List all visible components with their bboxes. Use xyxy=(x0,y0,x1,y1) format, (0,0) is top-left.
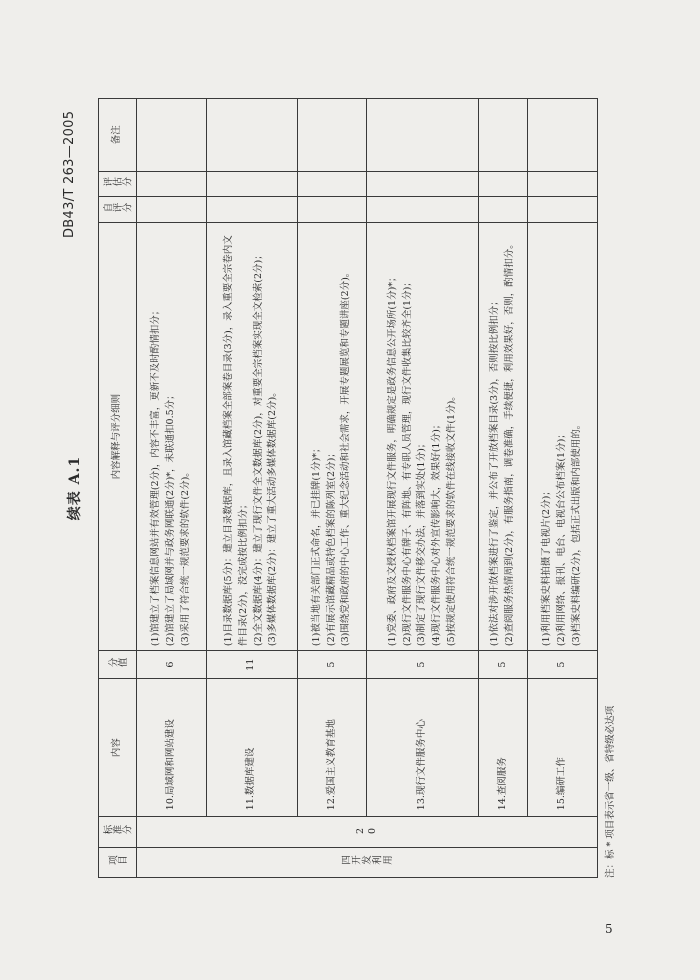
detail-line: (3)档案史料编研(2分)，包括正式出版和内部使用的。 xyxy=(570,419,582,647)
table-header-row xyxy=(99,99,137,878)
standard-score-cell xyxy=(137,817,598,847)
self-score-cell xyxy=(528,197,598,223)
table-row xyxy=(206,99,297,878)
item-score: 5 xyxy=(367,651,479,679)
detail-line: (1)依法对涉开放档案进行了鉴定，并公布了开放档案目录(3分)，否则按比例扣分； xyxy=(489,296,501,647)
detail-line: (3)多媒体数据库(2分)：建立了重大活动多媒体数据库(2分)。 xyxy=(267,387,279,647)
table-row xyxy=(528,99,598,878)
detail-line: (2)查阅服务热情周到(2分)，有服务指南，调卷准确，手续便捷，利用效果好，否则，酌情扣分。 xyxy=(504,239,516,647)
standard-score: 20 xyxy=(355,825,379,837)
header-standard-score: 标准分 xyxy=(99,817,137,847)
detail-line: (2)有展示馆藏精品或特色档案的陈列室(2分)； xyxy=(325,448,337,647)
header-score-value: 分值 xyxy=(99,651,137,679)
detail-line: (2)利用网络、报刊、电台、电视台公布档案(1分)； xyxy=(556,429,568,647)
self-score-cell xyxy=(367,197,479,223)
project-number: 四 xyxy=(340,855,352,867)
evaluation-table xyxy=(98,98,598,878)
rotated-table-area xyxy=(62,98,616,878)
item-content: 13.现行文件服务中心 xyxy=(367,679,479,817)
header-remark: 备注 xyxy=(99,99,137,172)
project-name: 开发利用 xyxy=(351,855,394,867)
header-detail: 内容解释与评分细则 xyxy=(99,223,137,651)
header-self-score: 自评分 xyxy=(99,197,137,223)
table-row xyxy=(137,99,207,878)
eval-score-cell xyxy=(479,171,528,197)
remark-cell xyxy=(137,99,207,172)
remark-cell xyxy=(206,99,297,172)
eval-score-cell xyxy=(528,171,598,197)
detail-line: (1)目录数据库(5分)：建立目录数据库，且录入馆藏档案全部案卷目录(3分)，录入重要全宗卷内文件目录(2分)，没完成按比例扣分； xyxy=(223,235,250,647)
item-score: 5 xyxy=(528,651,598,679)
project-cell xyxy=(137,847,598,877)
item-score: 6 xyxy=(137,651,207,679)
table-note: 注：标 * 项目表示省一级、省特级必达项 xyxy=(605,705,616,878)
self-score-cell xyxy=(137,197,207,223)
header-project: 项目 xyxy=(99,847,137,877)
item-score: 5 xyxy=(297,651,367,679)
detail-line: (1)利用档案史料拍摄了电视片(2分)； xyxy=(541,486,553,647)
item-content: 15.编研工作 xyxy=(528,679,598,817)
detail-line: (2)现行文件服务中心有牌子、有阵地、有专职人员管理，现行文件收集比较齐全(1分)； xyxy=(401,277,413,647)
self-score-cell xyxy=(479,197,528,223)
item-detail xyxy=(528,223,598,651)
detail-line: (5)按规定使用符合统一规范要求的软件在线接收文件(1分)。 xyxy=(445,391,457,647)
item-detail xyxy=(297,223,367,651)
detail-line: (3)围绕党和政府的中心工作、重大纪念活动和社会需求，开展专题展览和专题讲座(2分)。 xyxy=(340,267,352,647)
remark-cell xyxy=(479,99,528,172)
table-row xyxy=(367,99,479,878)
table-row xyxy=(297,99,367,878)
item-detail xyxy=(367,223,479,651)
detail-line: (3)制定了现行文件移交办法，并落到实处(1分)； xyxy=(416,438,428,647)
remark-cell xyxy=(297,99,367,172)
detail-line: (2)馆建立了局域网并与政务网联通(2分)*，未联通扣0.5分； xyxy=(165,390,177,647)
self-score-cell xyxy=(206,197,297,223)
table-title: 续表 A.1 xyxy=(67,455,83,521)
remark-cell xyxy=(528,99,598,172)
item-score: 5 xyxy=(479,651,528,679)
header-content: 内容 xyxy=(99,679,137,817)
item-detail xyxy=(137,223,207,651)
detail-line: (3)采用了符合统一规范要求的软件(2分)。 xyxy=(179,467,191,647)
eval-score-cell xyxy=(297,171,367,197)
header-eval-score: 评估分 xyxy=(99,171,137,197)
item-content: 12.爱国主义教育基地 xyxy=(297,679,367,817)
detail-line: (1)馆建立了档案信息网站并有效管理(2分)，内容不丰富，更新不及时酌情扣分； xyxy=(150,305,162,647)
item-content: 14.查阅服务 xyxy=(479,679,528,817)
item-content: 10.局域网和网站建设 xyxy=(137,679,207,817)
detail-line: (2)全文数据库(4分)：建立了现行文件全文数据库(2分)，对重要全宗档案实现全文检索(2分)； xyxy=(252,250,264,647)
page-number: 5 xyxy=(605,922,613,936)
item-detail xyxy=(479,223,528,651)
self-score-cell xyxy=(297,197,367,223)
item-content: 11.数据库建设 xyxy=(206,679,297,817)
detail-line: (4)现行文件服务中心对外宣传影响大，效果好(1分)； xyxy=(431,419,443,647)
item-detail xyxy=(206,223,297,651)
eval-score-cell xyxy=(206,171,297,197)
eval-score-cell xyxy=(137,171,207,197)
item-score: 11 xyxy=(206,651,297,679)
detail-line: (1)党委、政府及文授权档案馆开展现行文件服务，明确规定是政务信息公开场所(1分)*； xyxy=(387,272,399,647)
document-code: DB43/T 263—2005 xyxy=(62,110,77,238)
table-row xyxy=(479,99,528,878)
detail-line: (1)被当地有关部门正式命名，并已挂牌(1分)*； xyxy=(310,443,322,647)
eval-score-cell xyxy=(367,171,479,197)
remark-cell xyxy=(367,99,479,172)
